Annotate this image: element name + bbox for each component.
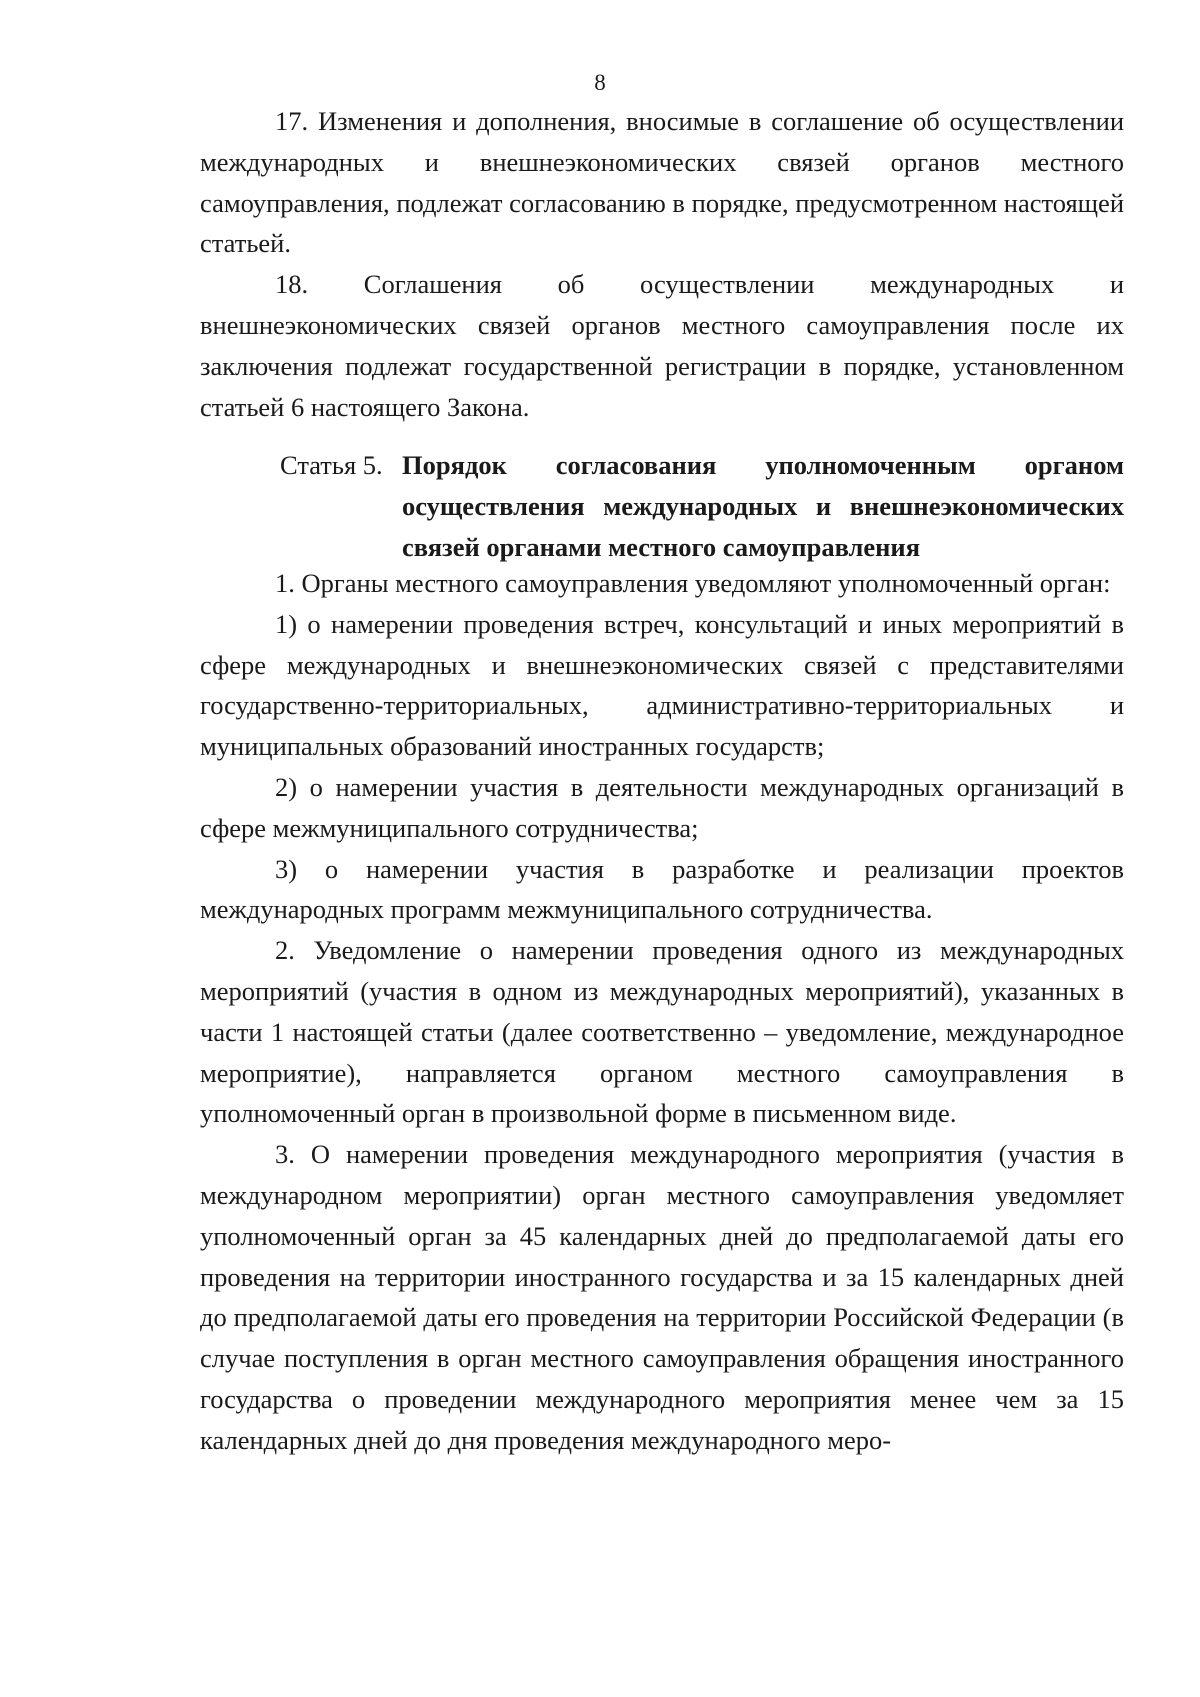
list-item-1: 1) о намерении проведения встреч, консультаций и иных мероприятий в сфере международных и внешнеэкономических связей с представителями государственно-территориальных, административно-территориальных и муниципальных образований иностранных государств; — [200, 608, 1124, 762]
paragraph-1: 1. Органы местного самоуправления уведомляют уполномоченный орган: — [275, 568, 1111, 598]
paragraph-3: 3. О намерении проведения международного мероприятия (участия в международном мероприятии) орган местного самоуправления уведомляет уполномоченный орган за 45 календарных дней до предполагаемой даты его проведения на территории иностранного государства и за 15 календарных дней до предполагаемой даты его проведения на территории Российской Федерации (в случае поступления в орган местного самоуправления обращения иностранного государства о проведении международного мероприятия менее чем за 15 календарных дней до дня проведения международного меро- — [200, 1139, 1124, 1455]
paragraph-18: 18. Соглашения об осуществлении международных и внешнеэкономических связей органов местного самоуправления после их заключения подлежат государственной регистрации в порядке, установленном статьей 6 настоящего Закона. — [200, 269, 1124, 422]
section-article-body — [200, 563, 1124, 1461]
paragraph-2: 2. Уведомление о намерении проведения одного из международных мероприятий (участия в одном из международных мероприятий), указанных в части 1 настоящей статьи (далее соответственно – уведомление, международное мероприятие), направляется органом местного самоуправления в уполномоченный орган в произвольной форме в письменном виде. — [200, 935, 1124, 1129]
section-top-paragraphs — [200, 101, 1124, 427]
article-heading — [280, 445, 1124, 567]
article-label: Статья 5. — [280, 450, 383, 480]
page-number: 8 — [594, 70, 606, 95]
list-item-3: 3) о намерении участия в разработке и реализации проектов международных программ межмуниципального сотрудничества. — [200, 853, 1124, 925]
paragraph-17: 17. Изменения и дополнения, вносимые в соглашение об осуществлении международных и внешнеэкономических связей органов местного самоуправления, подлежат согласованию в порядке, предусмотренном настоящей статьей. — [200, 106, 1124, 259]
list-item-2: 2) о намерении участия в деятельности международных организаций в сфере межмуниципального сотрудничества; — [200, 771, 1124, 843]
article-title: Порядок согласования уполномоченным органом осуществления международных и внешнеэкономических связей органами местного самоуправления — [402, 450, 1124, 562]
